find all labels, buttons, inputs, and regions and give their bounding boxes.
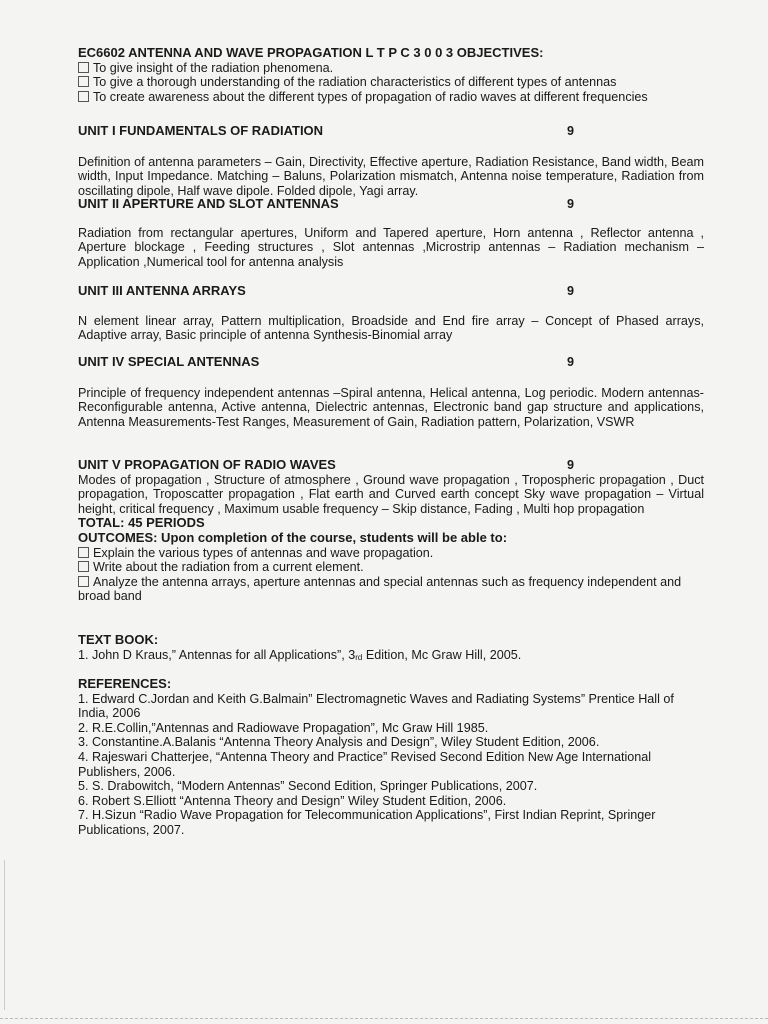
objective-item: To create awareness about the different types of propagation of radio waves at different frequencies (78, 90, 704, 105)
outcome-item: Explain the various types of antennas and wave propagation. (78, 546, 704, 561)
textbook-section (78, 633, 704, 665)
checkbox-icon (78, 62, 89, 73)
references-title: REFERENCES: (78, 676, 172, 691)
unit-title: UNIT II APERTURE AND SLOT ANTENNAS (78, 196, 339, 211)
checkbox-icon (78, 91, 89, 102)
checkbox-icon (78, 576, 89, 587)
reference-item: 6. Robert S.Elliott “Antenna Theory and Design” Wiley Student Edition, 2006. (78, 793, 507, 808)
unit-5 (78, 458, 704, 604)
reference-item: 4. Rajeswari Chatterjee, “Antenna Theory and Practice” Revised Second Edition New Age International Publishers, 2006. (78, 749, 652, 779)
reference-item: 5. S. Drabowitch, “Modern Antennas” Second Edition, Springer Publications, 2007. (78, 779, 538, 794)
unit-hours: 9 (566, 458, 574, 472)
objectives-section (78, 46, 704, 104)
unit-2 (78, 197, 704, 269)
checkbox-icon (78, 76, 89, 87)
objective-item: To give a thorough understanding of the radiation characteristics of different types of antennas (78, 75, 704, 90)
unit-title: UNIT III ANTENNA ARRAYS (78, 283, 246, 298)
outcome-item: Analyze the antenna arrays, aperture antennas and special antennas such as frequency independent and broad band (78, 574, 682, 604)
reference-item: 7. H.Sizun “Radio Wave Propagation for Telecommunication Applications”, First Indian Reprint, Springer Publications, 2007. (78, 808, 656, 837)
outcome-item: Write about the radiation from a current element. (78, 560, 704, 575)
outcomes-title: OUTCOMES: Upon completion of the course, students will be able to: (78, 529, 508, 545)
reference-item: 1. Edward C.Jordan and Keith G.Balmain” Electromagnetic Waves and Radiating Systems” Prentice Hall of India, 2006 (78, 691, 674, 721)
unit-content: Principle of frequency independent antennas –Spiral antenna, Helical antenna, Log periodic. Modern antennas- Reconfigurable antenna, Active antenna, Dielectric antennas, Electronic band gap structure and applications, Antenna Measurements-Test Ranges, Measurement of Gain, Radiation pattern, Polarization, VSWR (78, 385, 704, 429)
total-periods: TOTAL: 45 PERIODS (78, 515, 205, 531)
checkbox-icon (78, 547, 89, 558)
unit-content: N element linear array, Pattern multiplication, Broadside and End fire array – Concept of Phased arrays, Adaptive array, Basic principle of antenna Synthesis-Binomial array (78, 313, 704, 343)
unit-hours: 9 (566, 124, 574, 138)
references-section (78, 677, 704, 838)
unit-1 (78, 124, 704, 198)
unit-hours: 9 (566, 284, 574, 298)
unit-4 (78, 355, 704, 429)
checkbox-icon (78, 561, 89, 572)
reference-item: 3. Constantine.A.Balanis “Antenna Theory Analysis and Design”, Wiley Student Edition, 2006. (78, 735, 600, 750)
reference-item: 2. R.E.Collin,”Antennas and Radiowave Propagation”, Mc Graw Hill 1985. (78, 720, 489, 735)
unit-3 (78, 284, 704, 343)
course-title: EC6602 ANTENNA AND WAVE PROPAGATION L T P C 3 0 0 3 OBJECTIVES: (78, 45, 544, 60)
unit-hours: 9 (566, 355, 574, 369)
unit-title: UNIT V PROPAGATION OF RADIO WAVES (78, 457, 336, 472)
unit-title: UNIT I FUNDAMENTALS OF RADIATION (78, 123, 324, 138)
unit-content: Modes of propagation , Structure of atmosphere , Ground wave propagation , Tropospheric propagation , Duct propagation, Troposcatter propagation , Flat earth and Curved earth concept Sky wave propagation – Virtual height, critical frequency , Maximum usable frequency – Skip distance, Fading , Multi hop propagation (78, 472, 704, 516)
textbook-title: TEXT BOOK: (78, 632, 159, 647)
unit-hours: 9 (566, 197, 574, 211)
scan-border (0, 1018, 768, 1020)
unit-content: Radiation from rectangular apertures, Uniform and Tapered aperture, Horn antenna , Reflector antenna , Aperture blockage , Feeding structures , Slot antennas ,Microstrip antennas – Radiation mechanism – Application ,Numerical tool for antenna analysis (78, 225, 704, 269)
textbook-item: 1. John D Kraus,” Antennas for all Applications”, $3_{rd}$ Edition, Mc Graw Hill, 2005. (78, 647, 522, 662)
unit-content: Definition of antenna parameters – Gain, Directivity, Effective aperture, Radiation Resistance, Band width, Beam width, Input Impedance. Matching – Baluns, Polarization mismatch, Antenna noise temperature, Radiation from oscillating dipole, Half wave dipole. Folded dipole, Yagi array. (78, 154, 704, 198)
scan-edge (4, 860, 5, 1010)
objective-item: To give insight of the radiation phenomena. (78, 61, 704, 76)
unit-title: UNIT IV SPECIAL ANTENNAS (78, 354, 260, 369)
